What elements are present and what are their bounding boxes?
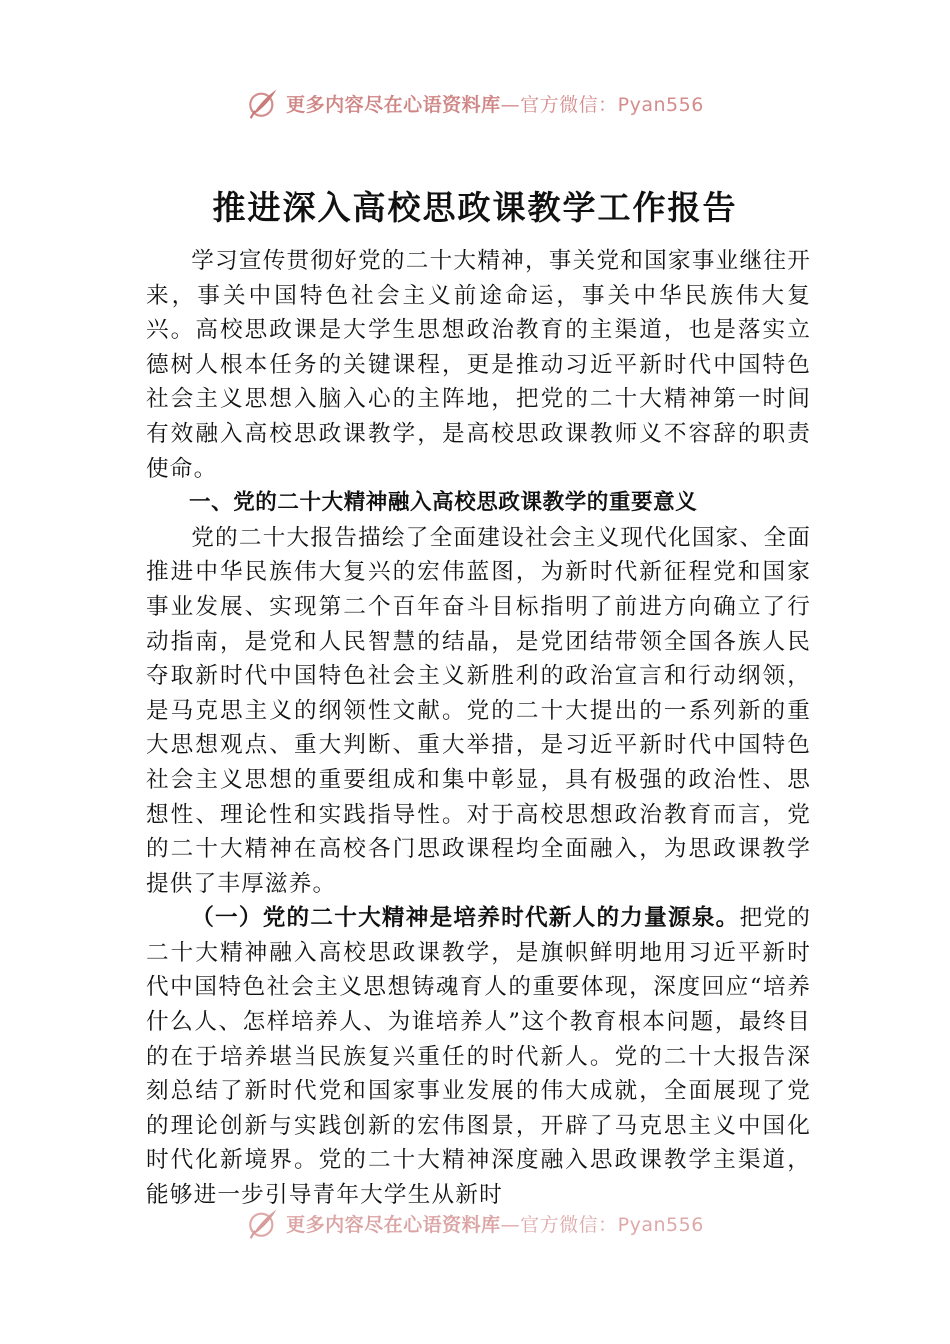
document-title: 推进深入高校思政课教学工作报告 — [212, 188, 738, 227]
watermark-brand: 更多内容尽在心语资料库 — [286, 93, 501, 116]
watermark-contact: 官方微信：Pyan556 — [520, 1213, 704, 1236]
document-body — [146, 244, 811, 1214]
section-heading-1: 一、党的二十大精神融入高校思政课教学的重要意义 — [189, 490, 698, 516]
watermark-banner-bottom — [0, 1203, 950, 1243]
watermark-brand: 更多内容尽在心语资料库 — [286, 1213, 501, 1236]
quill-logo-icon — [246, 1206, 280, 1240]
subsection-1-paragraph — [146, 901, 811, 1212]
section-1-paragraph: 党的二十大报告描绘了全面建设社会主义现代化国家、全面推进中华民族伟大复兴的宏伟蓝图，为新时代新征程党和国家事业发展、实现第二个百年奋斗目标指明了前进方向确立了行动指南，是党和人民智慧的结晶，是党团结带领全国各族人民夺取新时代中国特色社会主义新胜利的政治宣言和行动纲领，是马克思主义的纲领性文献。党的二十大提出的一系列新的重大思想观点、重大判断、重大举措，是习近平新时代中国特色社会主义思想的重要组成和集中彰显，具有极强的政治性、思想性、理论性和实践指导性。对于高校思想政治教育而言，党的二十大精神在高校各门思政课程均全面融入，为思政课教学提供了丰厚滋养。 — [146, 524, 811, 897]
watermark-separator: — — [500, 1213, 521, 1236]
watermark-contact: 官方微信：Pyan556 — [520, 93, 704, 116]
quill-logo-icon — [246, 86, 280, 120]
watermark-text — [286, 1210, 704, 1237]
subsection-1-lead: （一）党的二十大精神是培养时代新人的力量源泉。 — [191, 905, 740, 932]
subsection-1-body: 把党的二十大精神融入高校思政课教学，是旗帜鲜明地用习近平新时代中国特色社会主义思想铸魂育人的重要体现，深度回应“培养什么人、怎样培养人、为谁培养人”这个教育根本问题，最终目的在于培养堪当民族复兴重任的时代新人。党的二十大报告深刻总结了新时代党和国家事业发展的伟大成就，全面展现了党的理论创新与实践创新的宏伟图景，开辟了马克思主义中国化时代化新境界。党的二十大精神深度融入思政课教学主渠道，能够进一步引导青年大学生从新时 — [146, 905, 811, 1209]
intro-paragraph: 学习宣传贯彻好党的二十大精神，事关党和国家事业继往开来，事关中国特色社会主义前途命运，事关中华民族伟大复兴。高校思政课是大学生思想政治教育的主渠道，也是落实立德树人根本任务的关键课程，更是推动习近平新时代中国特色社会主义思想入脑入心的主阵地，把党的二十大精神第一时间有效融入高校思政课教学，是高校思政课教师义不容辞的职责使命。 — [146, 248, 811, 482]
watermark-separator: — — [500, 93, 521, 116]
watermark-text — [286, 90, 704, 117]
watermark-banner-top — [0, 83, 950, 123]
